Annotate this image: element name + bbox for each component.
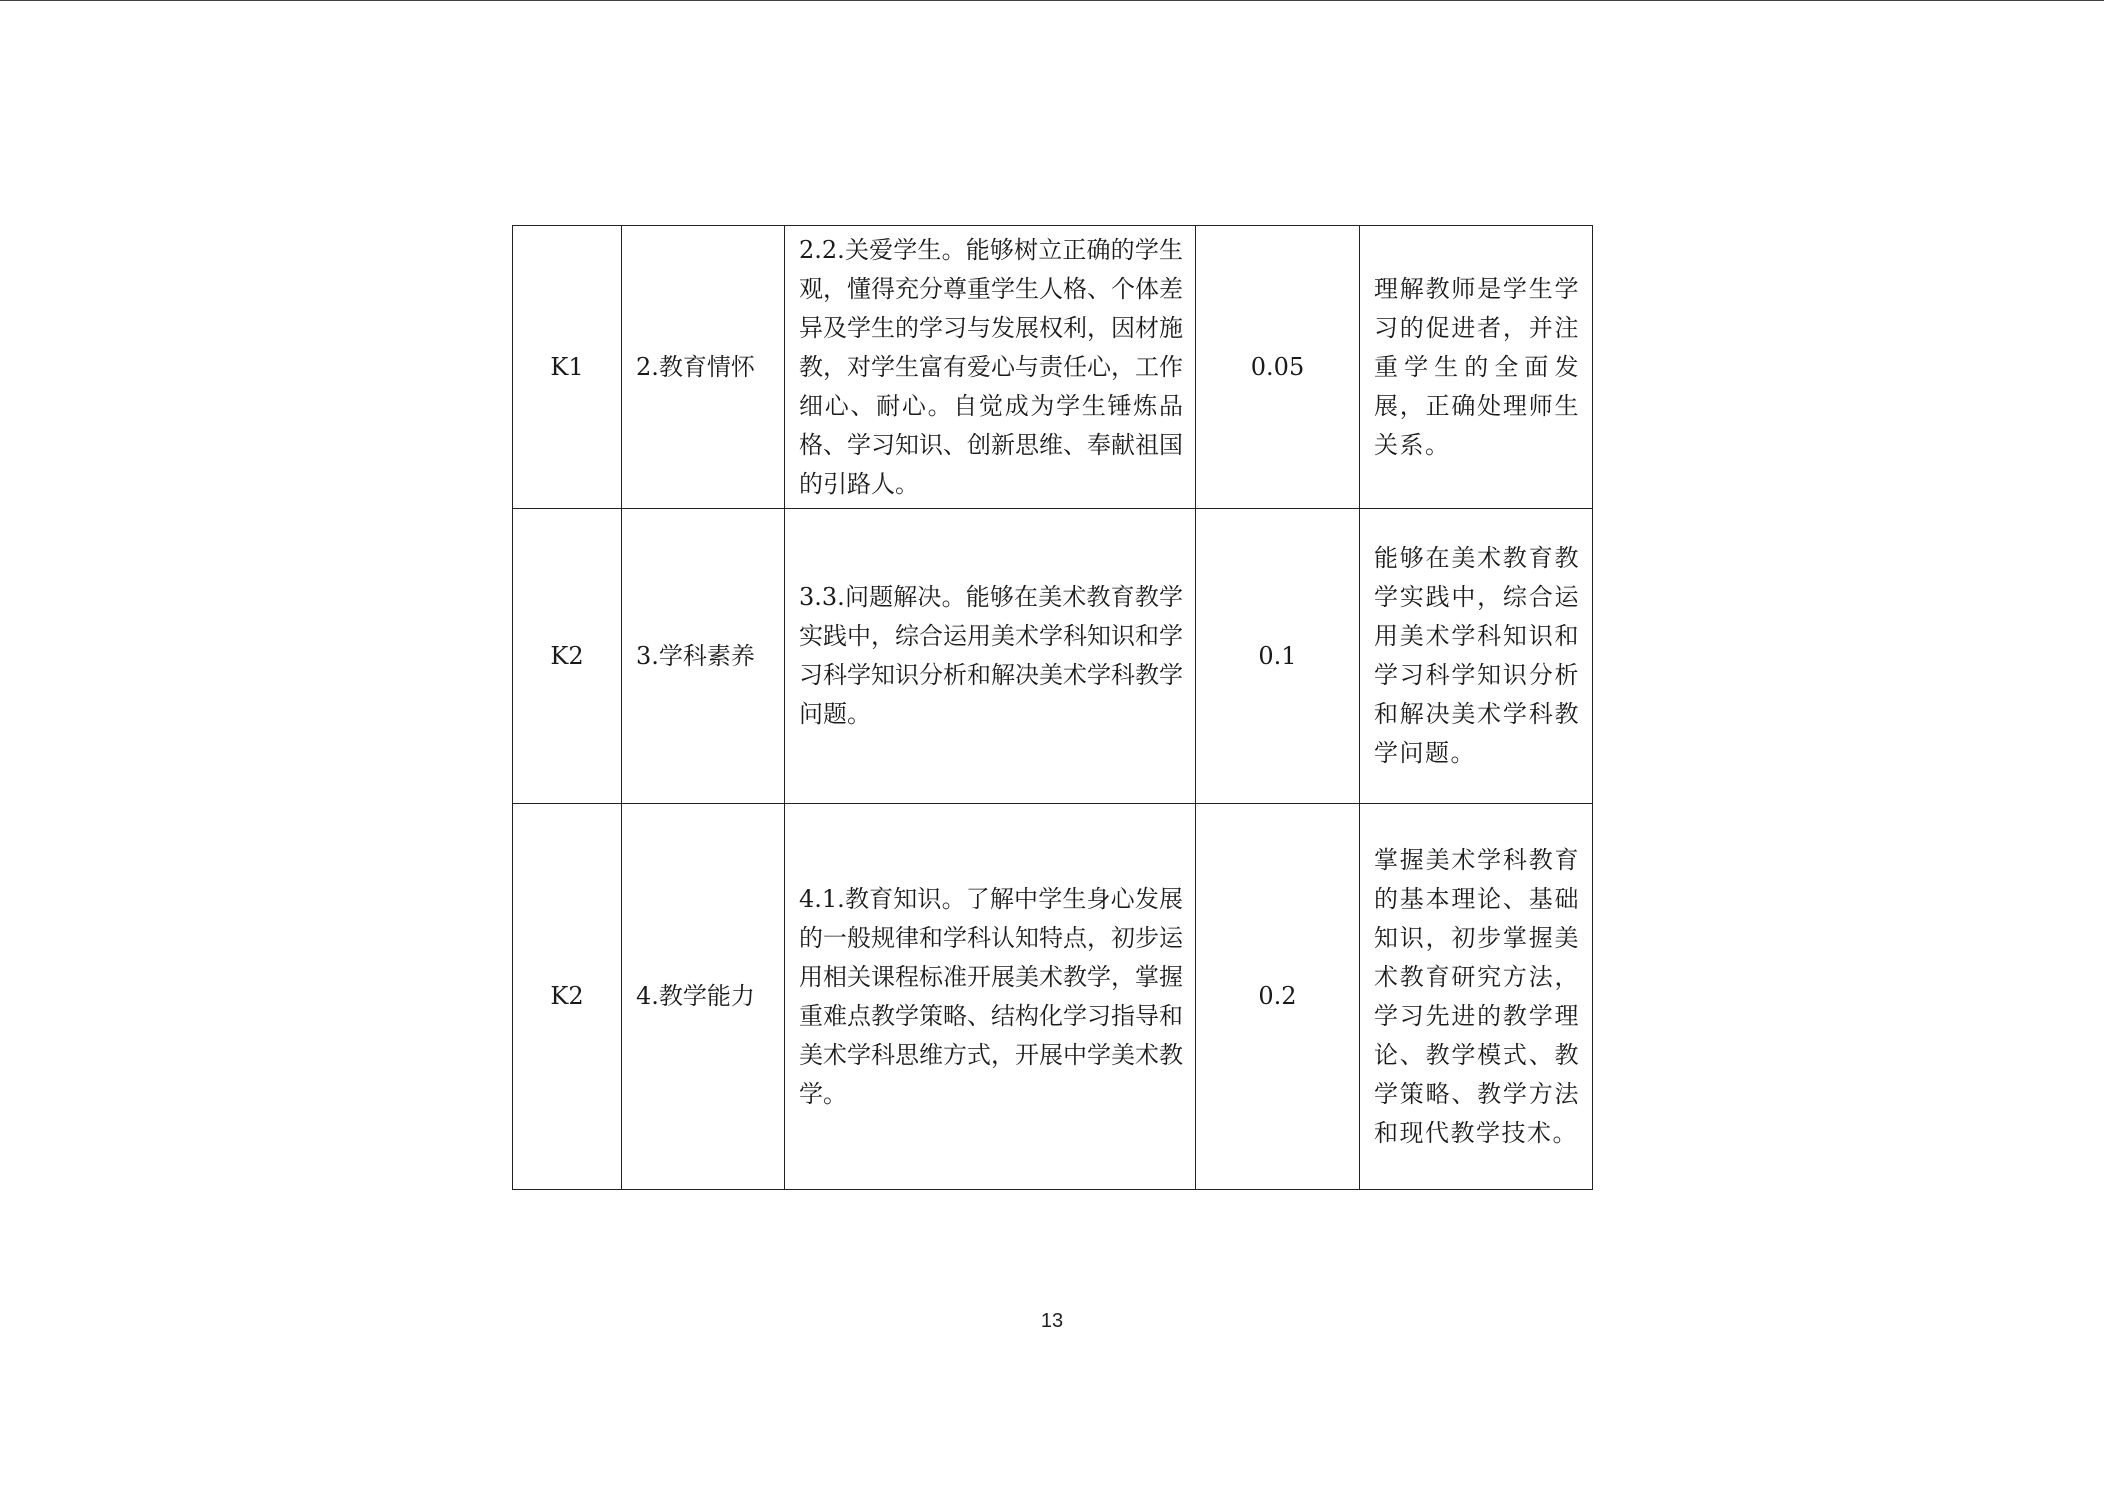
row-weight: 0.2	[1196, 804, 1360, 1190]
row-category: 4.教学能力	[622, 804, 785, 1190]
row-indicator: 3.3.问题解决。能够在美术教育教学实践中，综合运用美术学科知识和学习科学知识分析和解决美术学科教学问题。	[785, 509, 1196, 804]
row-indicator: 2.2.关爱学生。能够树立正确的学生观，懂得充分尊重学生人格、个体差异及学生的学习与发展权利，因材施教，对学生富有爱心与责任心，工作细心、耐心。自觉成为学生锤炼品格、学习知识、创新思维、奉献祖国的引路人。	[785, 226, 1196, 509]
row-code: K2	[513, 509, 622, 804]
table-row	[513, 509, 1593, 804]
graduation-requirements-table	[512, 225, 1593, 1190]
row-weight: 0.05	[1196, 226, 1360, 509]
table-row	[513, 804, 1593, 1190]
row-objective: 掌握美术学科教育的基本理论、基础知识，初步掌握美术教育研究方法，学习先进的教学理论、教学模式、教学策略、教学方法和现代教学技术。	[1360, 804, 1593, 1190]
page-number: 13	[1040, 1310, 1064, 1332]
row-code: K2	[513, 804, 622, 1190]
row-category: 2.教育情怀	[622, 226, 785, 509]
page-top-border	[0, 0, 2104, 1]
row-weight: 0.1	[1196, 509, 1360, 804]
row-indicator: 4.1.教育知识。了解中学生身心发展的一般规律和学科认知特点，初步运用相关课程标准开展美术教学，掌握重难点教学策略、结构化学习指导和美术学科思维方式，开展中学美术教学。	[785, 804, 1196, 1190]
table-row	[513, 226, 1593, 509]
row-code: K1	[513, 226, 622, 509]
row-category: 3.学科素养	[622, 509, 785, 804]
row-objective: 理解教师是学生学习的促进者，并注重学生的全面发展，正确处理师生关系。	[1360, 226, 1593, 509]
row-objective: 能够在美术教育教学实践中，综合运用美术学科知识和学习科学知识分析和解决美术学科教学问题。	[1360, 509, 1593, 804]
